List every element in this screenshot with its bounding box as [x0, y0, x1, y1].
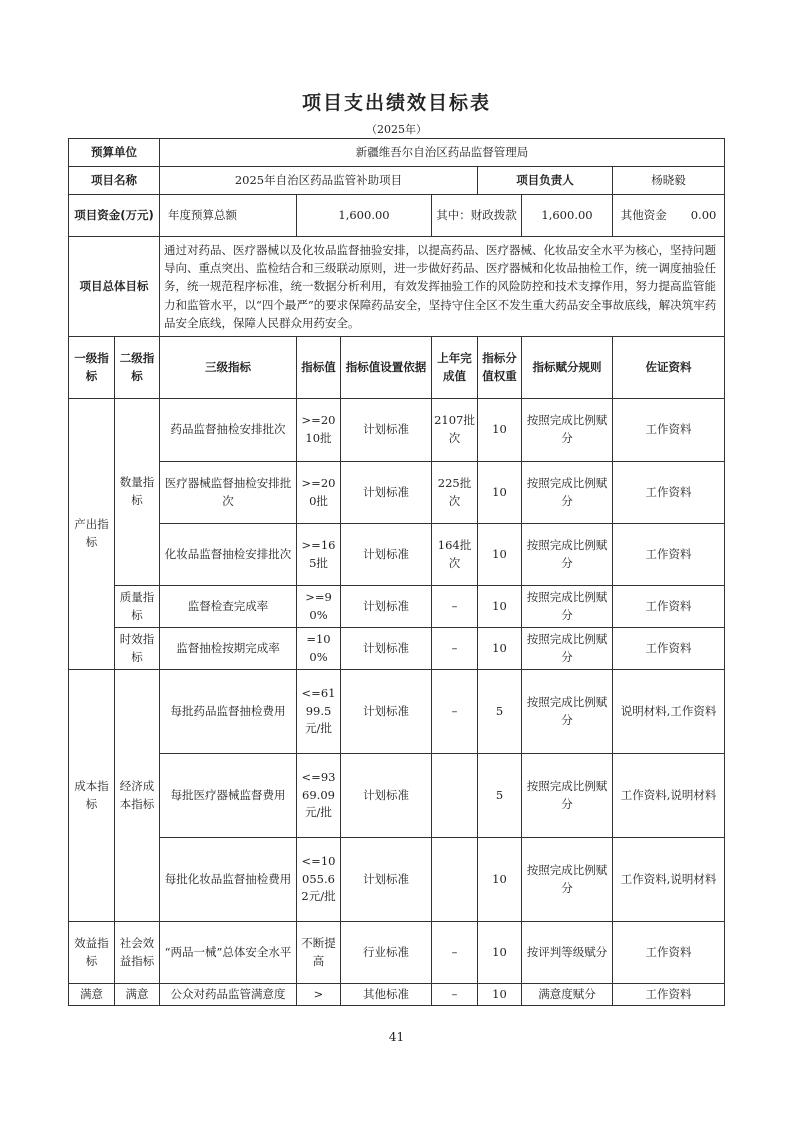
evidence-cell: 工作资料 [613, 922, 725, 984]
weight-cell: 10 [478, 524, 522, 586]
last-year-cell [432, 838, 478, 922]
project-name-label: 项目名称 [69, 167, 160, 195]
rule-cell: 按照完成比例赋分 [522, 838, 613, 922]
indicator-cell: 药品监督抽检安排批次 [160, 399, 297, 462]
rule-cell: 按照完成比例赋分 [522, 524, 613, 586]
funds-label: 项目资金(万元) [69, 195, 160, 237]
value-cell: <=6199.5元/批 [297, 670, 341, 754]
indicator-cell: 公众对药品监管满意度 [160, 984, 297, 1006]
evidence-cell: 工作资料 [613, 462, 725, 524]
rule-cell: 按照完成比例赋分 [522, 754, 613, 838]
group-satisfaction-sub: 满意 [115, 984, 160, 1006]
evidence-cell: 工作资料 [613, 524, 725, 586]
col-rule: 指标赋分规则 [522, 337, 613, 399]
group-social-benefit: 社会效益指标 [115, 922, 160, 984]
rule-cell: 满意度赋分 [522, 984, 613, 1006]
value-cell: >=165批 [297, 524, 341, 586]
basis-cell: 计划标准 [341, 628, 432, 670]
rule-cell: 按照完成比例赋分 [522, 670, 613, 754]
weight-cell: 5 [478, 754, 522, 838]
rule-cell: 按照完成比例赋分 [522, 399, 613, 462]
table-row [69, 838, 725, 922]
evidence-cell: 工作资料 [613, 984, 725, 1006]
basis-cell: 计划标准 [341, 586, 432, 628]
last-year-cell: – [432, 984, 478, 1006]
goal-label: 项目总体目标 [69, 237, 160, 337]
fiscal-label: 其中：财政拨款 [432, 195, 522, 237]
basis-cell: 行业标准 [341, 922, 432, 984]
table-row [69, 670, 725, 754]
value-cell: > [297, 984, 341, 1006]
evidence-cell: 说明材料,工作资料 [613, 670, 725, 754]
col-level2: 二级指标 [115, 337, 160, 399]
group-satisfaction: 满意 [69, 984, 115, 1006]
indicator-cell: 每批化妆品监督抽检费用 [160, 838, 297, 922]
indicator-cell: 监督检查完成率 [160, 586, 297, 628]
evidence-cell: 工作资料 [613, 586, 725, 628]
value-cell: <=10055.62元/批 [297, 838, 341, 922]
value-cell: >=200批 [297, 462, 341, 524]
other-funds-label: 其他资金 [620, 207, 667, 222]
group-output: 产出指标 [69, 399, 115, 670]
budget-unit-label: 预算单位 [69, 139, 160, 167]
table-row [69, 462, 725, 524]
group-quality: 质量指标 [115, 586, 160, 628]
last-year-cell: – [432, 628, 478, 670]
basis-cell: 计划标准 [341, 524, 432, 586]
last-year-cell: – [432, 670, 478, 754]
basis-cell: 计划标准 [341, 462, 432, 524]
value-cell: <=9369.09元/批 [297, 754, 341, 838]
col-basis: 指标值设置依据 [341, 337, 432, 399]
year-label: （2025年） [366, 123, 427, 136]
annual-budget-value: 1,600.00 [297, 195, 432, 237]
indicator-cell: 医疗器械监督抽检安排批次 [160, 462, 297, 524]
indicator-cell: 每批医疗器械监督费用 [160, 754, 297, 838]
project-leader-label: 项目负责人 [478, 167, 613, 195]
group-timeliness: 时效指标 [115, 628, 160, 670]
weight-cell: 10 [478, 462, 522, 524]
weight-cell: 5 [478, 670, 522, 754]
budget-unit-value: 新疆维吾尔自治区药品监督管理局 [160, 139, 725, 167]
evidence-cell: 工作资料,说明材料 [613, 754, 725, 838]
funds-row [69, 195, 725, 237]
weight-cell: 10 [478, 586, 522, 628]
last-year-cell: 2107批次 [432, 399, 478, 462]
basis-cell: 计划标准 [341, 838, 432, 922]
rule-cell: 按照完成比例赋分 [522, 628, 613, 670]
column-header-row [69, 337, 725, 399]
evidence-cell: 工作资料,说明材料 [613, 838, 725, 922]
last-year-cell: – [432, 922, 478, 984]
group-cost: 成本指标 [69, 670, 115, 922]
col-evidence: 佐证资料 [613, 337, 725, 399]
annual-budget-label: 年度预算总额 [160, 195, 297, 237]
table-row [69, 524, 725, 586]
other-funds-value: 0.00 [690, 207, 717, 222]
value-cell: 不断提高 [297, 922, 341, 984]
col-level3: 三级指标 [160, 337, 297, 399]
col-value: 指标值 [297, 337, 341, 399]
weight-cell: 10 [478, 628, 522, 670]
weight-cell: 10 [478, 984, 522, 1006]
table-row [69, 628, 725, 670]
last-year-cell: – [432, 586, 478, 628]
performance-table [68, 138, 725, 1006]
indicator-cell: 化妆品监督抽检安排批次 [160, 524, 297, 586]
rule-cell: 按照完成比例赋分 [522, 462, 613, 524]
value-cell: =100% [297, 628, 341, 670]
group-quantity: 数量指标 [115, 399, 160, 586]
group-benefit: 效益指标 [69, 922, 115, 984]
group-economic-cost: 经济成本指标 [115, 670, 160, 922]
table-row [69, 984, 725, 1006]
table-row [69, 922, 725, 984]
rule-cell: 按评判等级赋分 [522, 922, 613, 984]
value-cell: >=2010批 [297, 399, 341, 462]
goal-row [69, 237, 725, 337]
col-last-year: 上年完成值 [432, 337, 478, 399]
table-row [69, 586, 725, 628]
weight-cell: 10 [478, 399, 522, 462]
rule-cell: 按照完成比例赋分 [522, 586, 613, 628]
evidence-cell: 工作资料 [613, 399, 725, 462]
basis-cell: 计划标准 [341, 754, 432, 838]
basis-cell: 其他标准 [341, 984, 432, 1006]
page-number: 41 [388, 1030, 405, 1044]
other-funds [613, 195, 725, 237]
basis-cell: 计划标准 [341, 670, 432, 754]
table-row [69, 754, 725, 838]
last-year-cell: 164批次 [432, 524, 478, 586]
indicator-cell: “两品一械”总体安全水平 [160, 922, 297, 984]
last-year-cell: 225批次 [432, 462, 478, 524]
table-row [69, 399, 725, 462]
evidence-cell: 工作资料 [613, 628, 725, 670]
fiscal-value: 1,600.00 [522, 195, 613, 237]
project-name-row [69, 167, 725, 195]
weight-cell: 10 [478, 922, 522, 984]
indicator-cell: 每批药品监督抽检费用 [160, 670, 297, 754]
col-weight: 指标分值权重 [478, 337, 522, 399]
project-name-value: 2025年自治区药品监管补助项目 [160, 167, 478, 195]
page-title: 项目支出绩效目标表 [301, 92, 491, 114]
weight-cell: 10 [478, 838, 522, 922]
basis-cell: 计划标准 [341, 399, 432, 462]
project-leader-value: 杨晓毅 [613, 167, 725, 195]
budget-unit-row [69, 139, 725, 167]
col-level1: 一级指标 [69, 337, 115, 399]
indicator-cell: 监督抽检按期完成率 [160, 628, 297, 670]
last-year-cell [432, 754, 478, 838]
value-cell: >=90% [297, 586, 341, 628]
goal-text: 通过对药品、医疗器械以及化妆品监督抽验安排，以提高药品、医疗器械、化妆品安全水平为核心，坚持问题导向、重点突出、监检结合和三级联动原则，进一步做好药品、医疗器械和化妆品抽检工作，统一调度抽验任务，统一规范程序标准，统一数据分析利用，有效发挥抽验工作的风险防控和技术支撑作用，努力提高监管能力和监管水平，以“四个最严”的要求保障药品安全，坚持守住全区不发生重大药品安全事故底线，解决筑牢药品安全底线，保障人民群众用药安全。 [160, 237, 725, 337]
